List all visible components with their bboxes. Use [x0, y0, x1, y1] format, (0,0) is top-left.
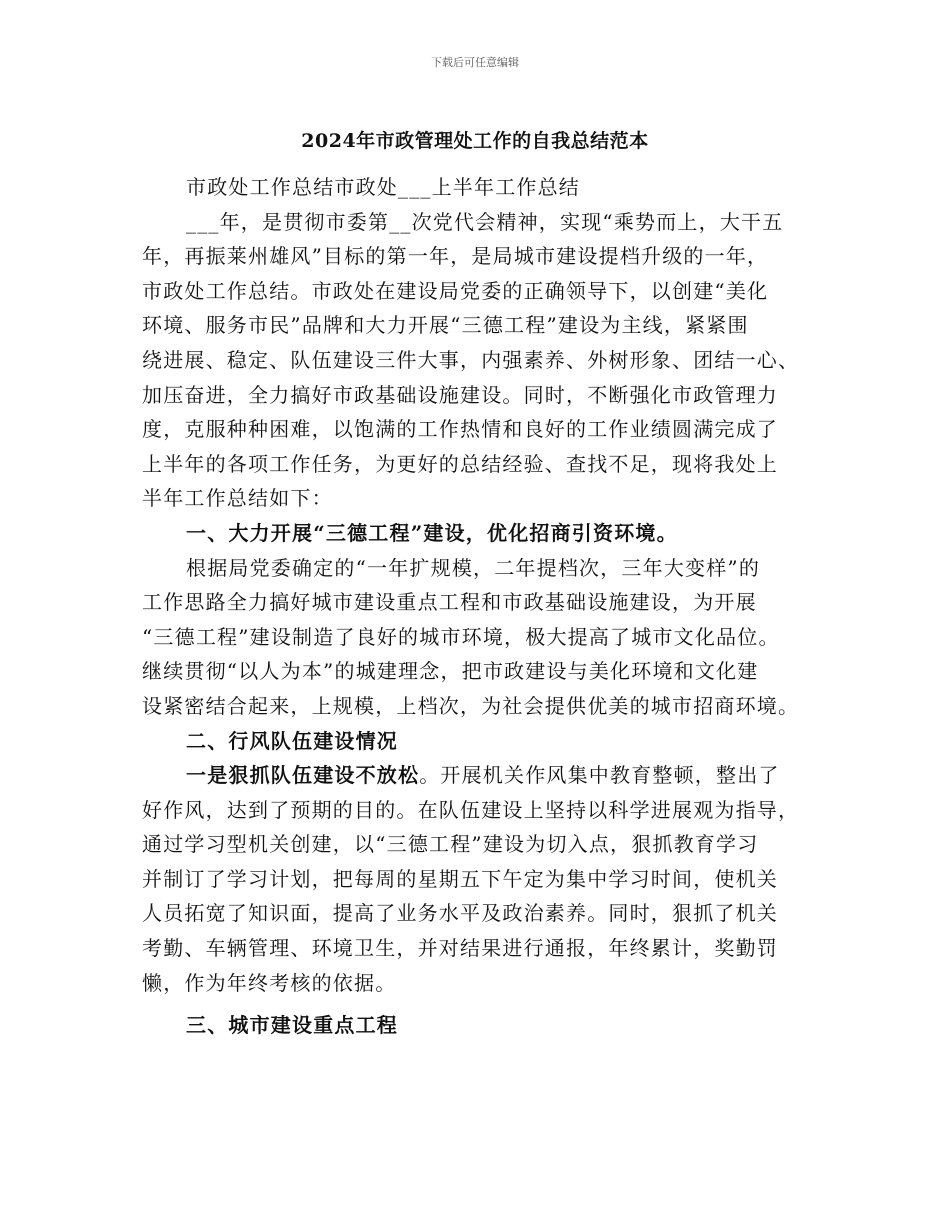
- paragraph-line: 人员拓宽了知识面，提高了业务水平及政治素养。同时，狠抓了机关: [142, 901, 778, 926]
- paragraph-line: 设紧密结合起来，上规模，上档次，为社会提供优美的城市招商环境。: [142, 693, 800, 718]
- page-header: 下载后可任意编辑: [431, 56, 519, 69]
- paragraph-line: 上半年的各项工作任务，为更好的总结经验、查找不足，现将我处上: [142, 451, 778, 476]
- paragraph-line: 通过学习型机关创建，以“三德工程”建设为切入点，狠抓教育学习: [142, 832, 759, 857]
- paragraph-line: 加压奋进，全力搞好市政基础设施建设。同时，不断强化市政管理力: [142, 382, 778, 407]
- paragraph-line: 绕进展、稳定、队伍建设三件大事，内强素养、外树形象、团结一心、: [142, 347, 800, 372]
- document-body: [142, 170, 822, 1043]
- paragraph-line: 环境、服务市民”品牌和大力开展“三德工程”建设为主线，紧紧围: [142, 313, 749, 338]
- paragraph-line: 并制订了学习计划，把每周的星期五下午定为集中学习时间，使机关: [142, 866, 778, 891]
- paragraph-line: 根据局党委确定的“一年扩规模，二年提档次，三年大变样”的: [186, 555, 761, 580]
- paragraph-line: 考勤、车辆管理、环境卫生，并对结果进行通报，年终累计，奖勤罚: [142, 936, 778, 961]
- paragraph-line: 年，再振莱州雄风”目标的第一年，是局城市建设提档升级的一年，: [142, 244, 769, 269]
- paragraph-lead: 一是狠抓队伍建设不放松: [186, 763, 420, 788]
- paragraph-line: 懒，作为年终考核的依据。: [142, 970, 397, 995]
- paragraph-line: 继续贯彻“以人为本”的城建理念，把市政建设与美化环境和文化建: [142, 659, 759, 684]
- paragraph-line: [142, 758, 822, 793]
- document-title: 2024年市政管理处工作的自我总结范本: [301, 130, 649, 152]
- paragraph-line: 工作思路全力搞好城市建设重点工程和市政基础设施建设，为开展: [142, 590, 757, 615]
- paragraph-line: 度，克服种种困难，以饱满的工作热情和良好的工作业绩圆满完成了: [142, 417, 778, 442]
- paragraph-line: ___年，是贯彻市委第__次党代会精神，实现“乘势而上，大干五: [186, 209, 784, 234]
- paragraph-line: 半年工作总结如下：: [142, 486, 333, 511]
- paragraph-line: “三德工程”建设制造了良好的城市环境，极大提高了城市文化品位。: [142, 624, 780, 649]
- section-heading-3: 三、城市建设重点工程: [186, 1013, 398, 1038]
- paragraph-line: 市政处工作总结市政处___上半年工作总结: [186, 175, 580, 199]
- paragraph-line: 市政处工作总结。市政处在建设局党委的正确领导下，以创建“美化: [142, 278, 769, 303]
- section-heading-2: 二、行风队伍建设情况: [186, 728, 398, 753]
- section-heading-1: 一、大力开展“三德工程”建设，优化招商引资环境。: [186, 520, 678, 545]
- paragraph-line: 好作风，达到了预期的目的。在队伍建设上坚持以科学进展观为指导，: [142, 797, 800, 822]
- paragraph-rest: 。开展机关作风集中教育整顿，整出了: [419, 763, 780, 788]
